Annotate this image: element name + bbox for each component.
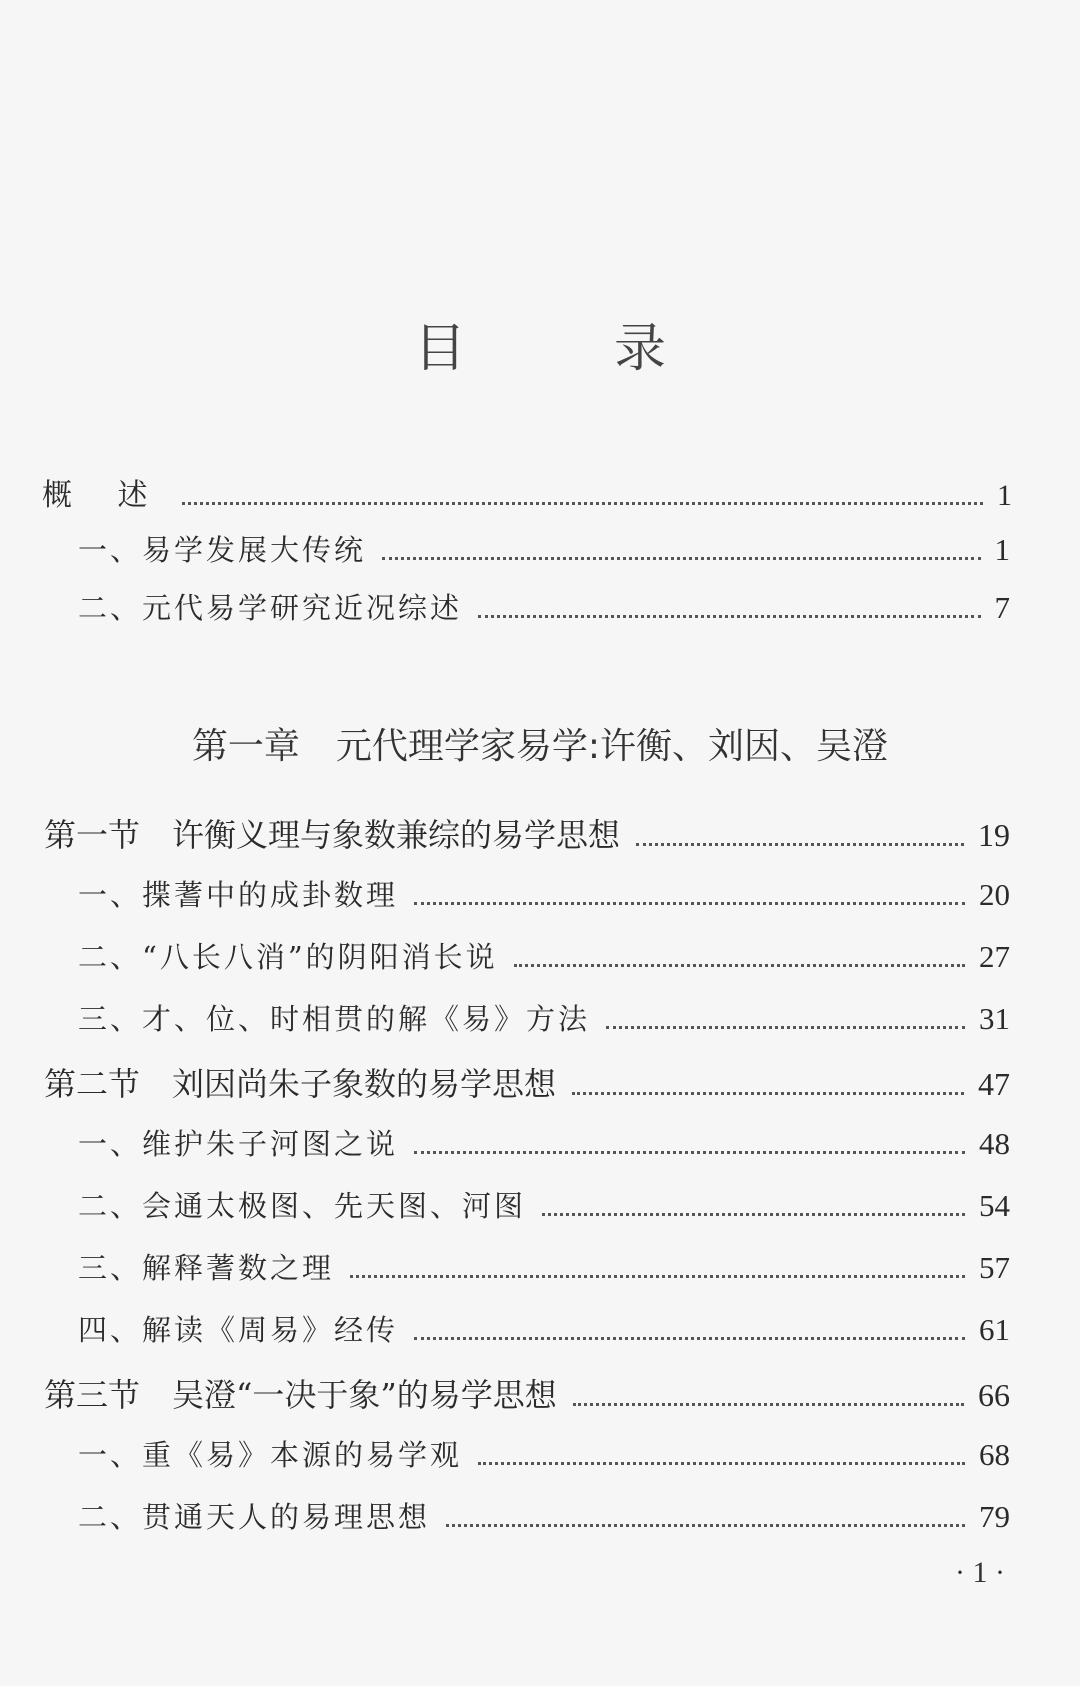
toc-entry-label: 二、贯通天人的易理思想 (78, 1500, 431, 1534)
toc-entry (78, 528, 1010, 569)
toc-page-number: 48 (979, 1126, 1010, 1161)
toc-entry-label: 一、重《易》本源的易学观 (78, 1438, 463, 1472)
dot-leader (478, 615, 980, 618)
dot-leader (572, 1092, 964, 1095)
toc-page-number: 7 (994, 590, 1010, 625)
toc-entry (78, 1122, 1010, 1163)
toc-entry (78, 1433, 1010, 1474)
toc-entry-label: 概 述 (42, 478, 166, 513)
dot-leader (382, 557, 980, 560)
toc-page-number: 19 (978, 817, 1010, 853)
toc-entry (78, 1308, 1010, 1349)
dot-leader (350, 1275, 965, 1278)
toc-page-number: 20 (979, 877, 1010, 912)
dot-leader (636, 843, 964, 846)
dot-leader (606, 1026, 965, 1029)
page-folio-number: · 1 · (955, 1556, 1005, 1589)
toc-entry-label: 第一节 许衡义理与象数兼综的易学思想 (44, 816, 621, 854)
toc-page-number: 1 (994, 532, 1010, 567)
dot-leader (542, 1213, 965, 1216)
toc-entry-label: 第二节 刘因尚朱子象数的易学思想 (44, 1065, 557, 1103)
toc-page-number: 79 (979, 1499, 1010, 1534)
toc-page-number: 66 (978, 1377, 1010, 1413)
toc-entry-label: 二、会通太极图、先天图、河图 (78, 1189, 527, 1223)
toc-entry (78, 935, 1010, 976)
toc-entry-label: 三、解释蓍数之理 (78, 1251, 335, 1285)
toc-page-number: 1 (997, 479, 1012, 512)
toc-entry-label: 二、元代易学研究近况综述 (78, 591, 463, 625)
toc-section-entry (44, 1370, 1010, 1416)
toc-entry-label: 一、揲蓍中的成卦数理 (78, 878, 399, 912)
dot-leader (514, 964, 965, 967)
toc-page-number: 31 (979, 1001, 1010, 1036)
dot-leader (446, 1524, 965, 1527)
toc-entry-label: 四、解读《周易》经传 (78, 1313, 399, 1347)
toc-page-number: 61 (979, 1312, 1010, 1347)
toc-section-entry (44, 1059, 1010, 1105)
chapter-heading: 第一章 元代理学家易学:许衡、刘因、吴澄 (191, 726, 889, 767)
toc-section-entry (44, 810, 1010, 856)
toc-page-number: 27 (979, 939, 1010, 974)
dot-leader (414, 1337, 965, 1340)
page-title: 目 录 (413, 319, 714, 379)
toc-entry (78, 997, 1010, 1038)
dot-leader (478, 1462, 965, 1465)
toc-entry-label: 二、“八长八消”的阴阳消长说 (78, 940, 498, 974)
toc-entry-label: 第三节 吴澄“一决于象”的易学思想 (44, 1376, 557, 1414)
toc-entry (78, 873, 1010, 914)
toc-entry (78, 586, 1010, 627)
toc-entry (78, 1495, 1010, 1536)
toc-entry-overview (42, 470, 1012, 514)
dot-leader (182, 502, 983, 505)
toc-page-number: 54 (979, 1188, 1010, 1223)
dot-leader (573, 1403, 964, 1406)
dot-leader (414, 902, 965, 905)
toc-page-number: 68 (979, 1437, 1010, 1472)
toc-entry-label: 一、维护朱子河图之说 (78, 1127, 399, 1161)
toc-entry-label: 一、易学发展大传统 (78, 533, 367, 567)
toc-entry (78, 1246, 1010, 1287)
toc-page-number: 57 (979, 1250, 1010, 1285)
toc-entry-label: 三、才、位、时相贯的解《易》方法 (78, 1002, 591, 1036)
toc-page-number: 47 (978, 1066, 1010, 1102)
toc-entry (78, 1184, 1010, 1225)
dot-leader (414, 1151, 965, 1154)
